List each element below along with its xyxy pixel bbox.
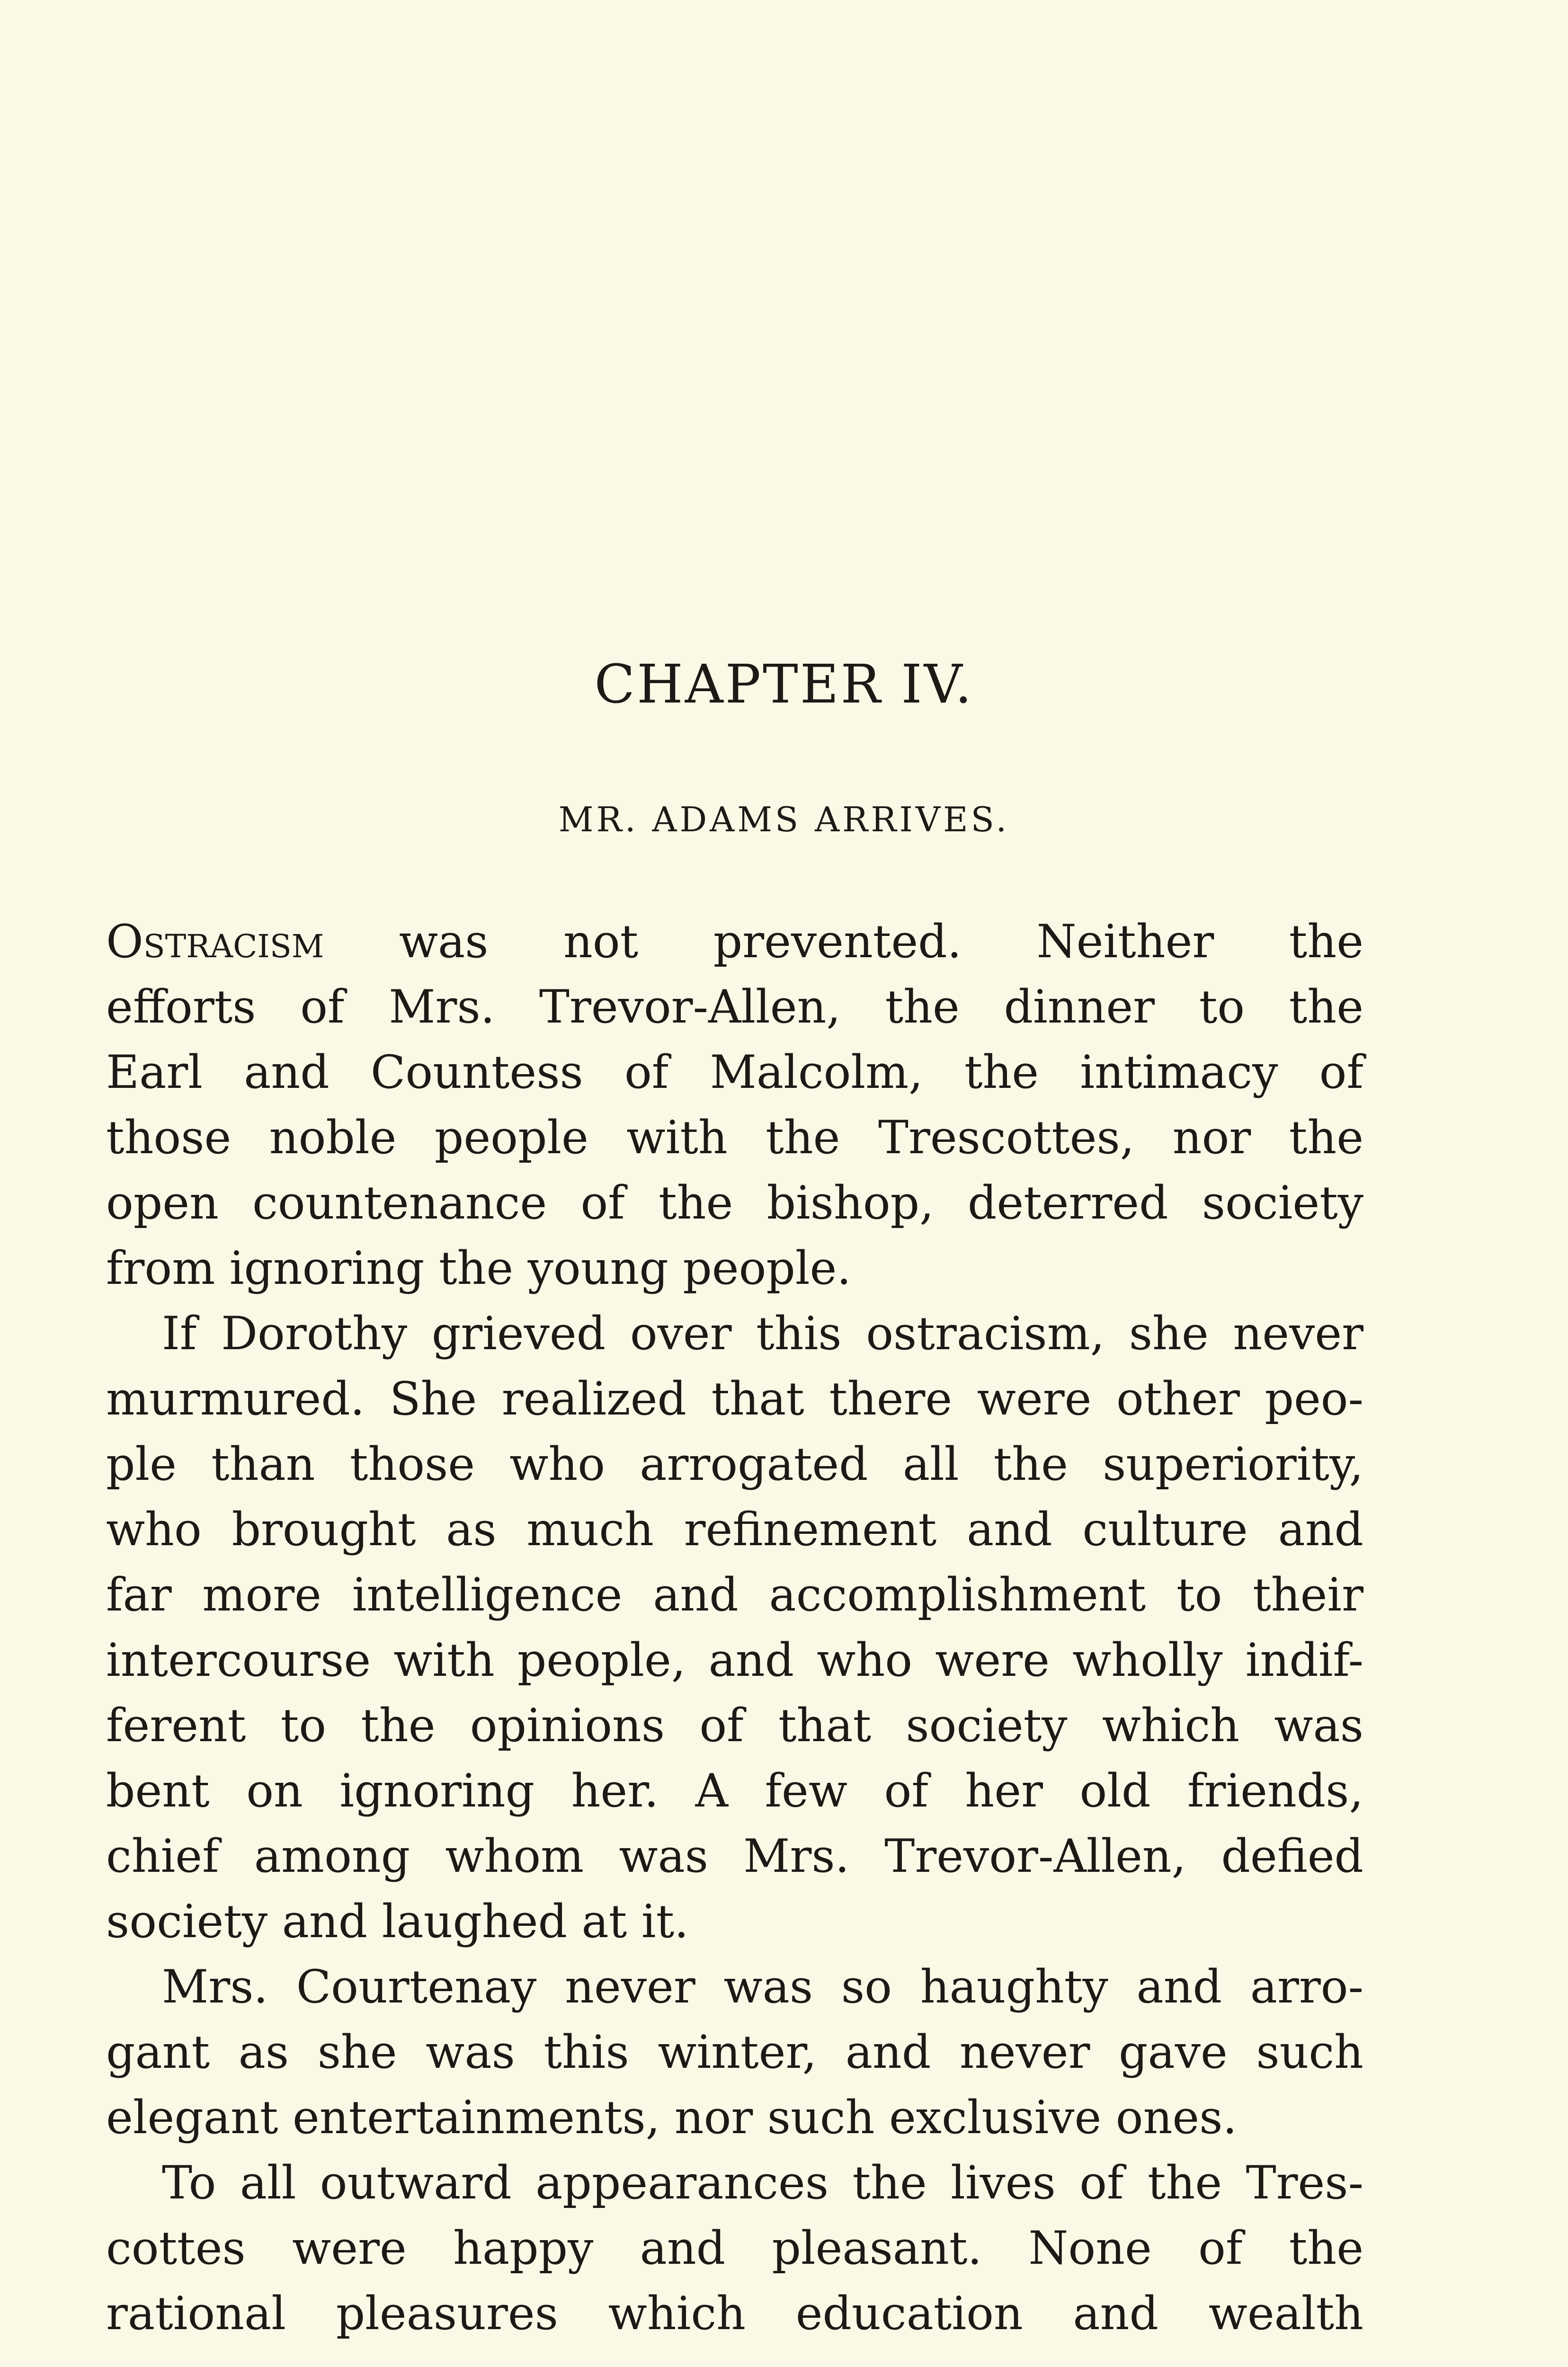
text-line: murmured. She realized that there were other peo- <box>106 1372 1363 1425</box>
text-line: those noble people with the Trescottes, nor the <box>106 1111 1363 1164</box>
body-text <box>106 909 1363 2346</box>
text-line: Mrs. Courtenay never was so haughty and arro- <box>162 1960 1363 2013</box>
text-line: Earl and Countess of Malcolm, the intimacy of <box>106 1046 1363 1099</box>
text-line: rational pleasures which education and wealth <box>106 2287 1363 2340</box>
text-line: chief among whom was Mrs. Trevor-Allen, defied <box>106 1830 1363 1883</box>
text-line: who brought as much refinement and culture and <box>106 1503 1363 1556</box>
text-line: far more intelligence and accomplishment to their <box>106 1568 1363 1621</box>
text-line: ple than those who arrogated all the superiority, <box>106 1438 1363 1491</box>
text-line: bent on ignoring her. A few of her old friends, <box>106 1764 1363 1817</box>
text-line: To all outward appearances the lives of the Tres- <box>162 2156 1363 2209</box>
text-line: from ignoring the young people. <box>106 1242 851 1295</box>
text-line: efforts of Mrs. Trevor-Allen, the dinner to the <box>106 980 1363 1033</box>
text-line: If Dorothy grieved over this ostracism, she never <box>162 1307 1363 1360</box>
text-line: ferent to the opinions of that society which was <box>106 1699 1363 1752</box>
text-line: open countenance of the bishop, deterred society <box>106 1176 1363 1229</box>
chapter-title: CHAPTER IV. <box>594 654 974 715</box>
text-line: elegant entertainments, nor such exclusive ones. <box>106 2091 1237 2144</box>
opening-word: Ostracism <box>106 915 324 968</box>
text-line <box>106 909 1363 974</box>
text-line: gant as she was this winter, and never gave such <box>106 2026 1363 2079</box>
text-line: intercourse with people, and who were wholly indif- <box>106 1634 1363 1687</box>
chapter-subtitle: MR. ADAMS ARRIVES. <box>558 800 1010 839</box>
text-line: cottes were happy and pleasant. None of the <box>106 2222 1363 2275</box>
line-text: was not prevented. Neither the <box>324 915 1363 968</box>
text-line: society and laughed at it. <box>106 1895 689 1948</box>
